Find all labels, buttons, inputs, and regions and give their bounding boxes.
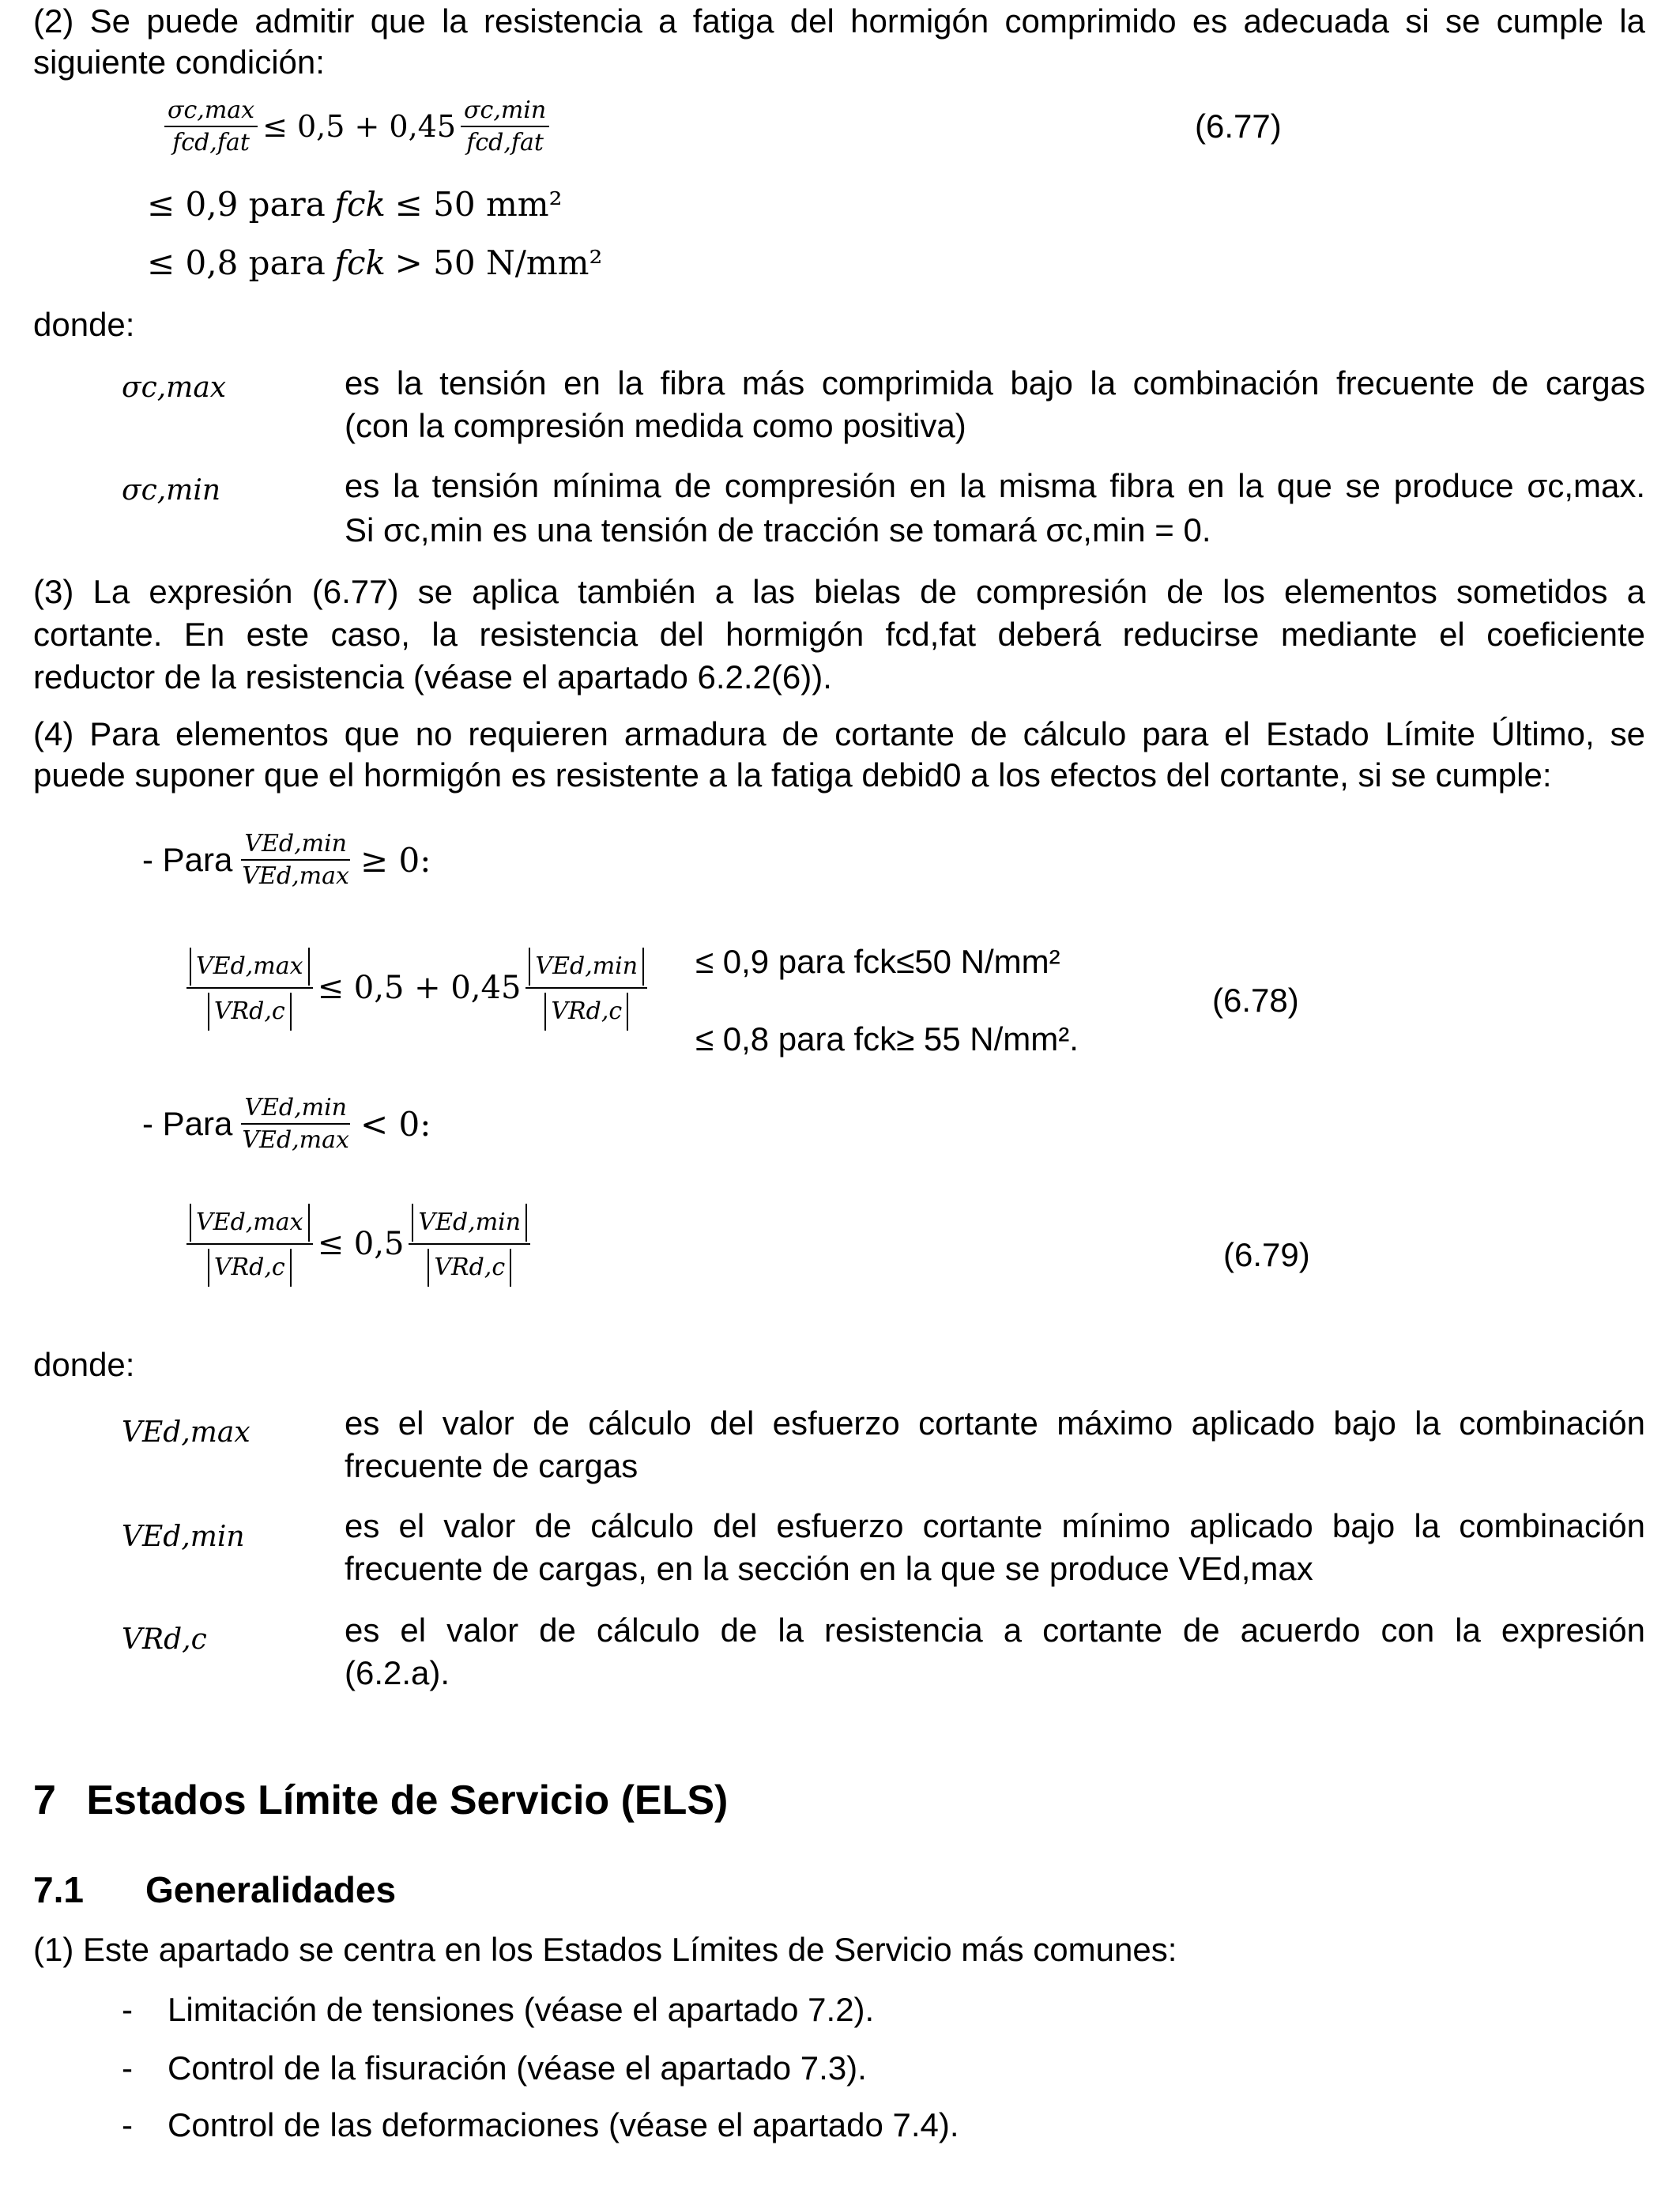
condition-limit: ≤ 50 mm² [394,185,563,224]
abs-value: VRd,c [208,993,292,1031]
denominator: fcd,fat [466,129,544,156]
abs-value: VEd,min [412,1204,527,1242]
fraction-abs-vmax-over-vrdc [186,1201,313,1287]
definition-text-line: es la tensión en la fibra más comprimida bajo la combinación frecuente de cargas [345,364,1645,401]
fraction-v-ratio [239,1094,352,1154]
abs-value: VEd,min [529,948,644,986]
list-bullet-marker: - [122,1991,133,2028]
condition-limit: > 50 N/mm² [394,243,603,282]
definition-symbol: VRd,c [122,1623,207,1656]
denominator: VEd,max [242,1126,349,1154]
definition-text-line: frecuente de cargas [345,1447,638,1484]
definition-text-line: (con la compresión medida como positiva) [345,407,966,444]
case-1-condition [142,830,431,890]
condition-variable: fck [334,185,386,224]
equation-number-6-78: (6.78) [1212,982,1299,1019]
numerator [186,1201,313,1245]
equation-middle: ≤ 0,5 + 0,45 [262,109,457,144]
denominator [541,989,631,1031]
section-7-1-heading [33,1868,397,1911]
section-7-heading [33,1777,728,1824]
list-bullet-marker: - [122,2106,133,2143]
case-suffix: ≥ 0: [360,840,431,880]
denominator: fcd,fat [172,129,250,156]
abs-value: VEd,max [190,948,310,986]
abs-value: VRd,c [208,1249,292,1287]
equation-number-6-77: (6.77) [1195,107,1282,145]
numerator: σc,min [461,96,549,127]
denominator [205,1245,295,1287]
abs-value: VRd,c [428,1249,511,1287]
denominator [205,989,295,1031]
definition-symbol: VEd,max [122,1416,250,1449]
equation-number-6-79: (6.79) [1223,1236,1310,1273]
numerator [186,945,313,989]
definition-text-line: es la tensión mínima de compresión en la misma fibra en la que se produce σc,max. [345,467,1645,504]
condition-6-78-line-2: ≤ 0,8 para fck≥ 55 N/mm². [695,1020,1079,1057]
list-bullet-marker: - [122,2049,133,2087]
paragraph-4-line-2: puede suponer que el hormigón es resistente a la fatiga debid0 a los efectos del cortante, si se cumple: [33,756,1552,794]
definition-text-line: Si σc,min es una tensión de tracción se tomará σc,min = 0. [345,511,1211,548]
fraction-abs-vmin-over-vrdc [525,945,647,1031]
paragraph-4-line-1: (4) Para elementos que no requieren armadura de cortante de cálculo para el Estado Límite Último, se [33,715,1645,752]
condition-line-1 [147,183,562,226]
paragraph-2-line-2: siguiente condición: [33,43,325,81]
definition-symbol: σc,min [122,474,221,507]
definition-text-line: es el valor de cálculo de la resistencia a cortante de acuerdo con la expresión [345,1612,1645,1649]
case-prefix: - Para [142,841,233,878]
abs-value: VRd,c [544,993,628,1031]
case-2-condition [142,1094,431,1154]
donde-label-1: donde: [33,306,135,343]
condition-line-2 [147,242,602,285]
denominator: VEd,max [242,862,349,890]
equation-6-77 [164,96,549,156]
equation-6-79 [186,1201,530,1287]
paragraph-3-line-2: cortante. En este caso, la resistencia del hormigón fcd,fat deberá reducirse mediante el coeficiente [33,616,1645,653]
paragraph-7-1-1: (1) Este apartado se centra en los Estados Límites de Servicio más comunes: [33,1931,1177,1968]
definition-symbol: VEd,min [122,1521,245,1553]
numerator: σc,max [164,96,258,127]
definition-symbol: σc,max [122,371,227,404]
equation-middle: ≤ 0,5 + 0,45 [317,970,522,1006]
definition-text-line: es el valor de cálculo del esfuerzo cortante mínimo aplicado bajo la combinación [345,1507,1645,1544]
definition-text-line: es el valor de cálculo del esfuerzo cortante máximo aplicado bajo la combinación [345,1404,1645,1442]
equation-middle: ≤ 0,5 [317,1226,405,1262]
case-suffix: < 0: [360,1104,431,1144]
paragraph-3-line-1: (3) La expresión (6.77) se aplica también a las bielas de compresión de los elementos sometidos a [33,573,1645,610]
fraction-abs-vmin-over-vrdc [409,1201,530,1287]
paragraph-2-line-1: (2) Se puede admitir que la resistencia a fatiga del hormigón comprimido es adecuada si se cumple la [33,2,1645,40]
definition-text-line: frecuente de cargas, en la sección en la que se produce VEd,max [345,1550,1313,1587]
condition-variable: fck [334,243,386,282]
section-number: 7 [33,1777,56,1823]
condition-prefix: ≤ 0,8 para [147,243,326,282]
condition-6-78-line-1: ≤ 0,9 para fck≤50 N/mm² [695,943,1060,980]
abs-value: VEd,max [190,1204,310,1242]
case-prefix: - Para [142,1105,233,1142]
condition-prefix: ≤ 0,9 para [147,185,326,224]
fraction-sigma-min-over-fcd [461,96,549,156]
equation-6-78 [186,945,647,1031]
fraction-v-ratio [239,830,352,890]
numerator [525,945,647,989]
donde-label-2: donde: [33,1346,135,1383]
list-item: Control de la fisuración (véase el apartado 7.3). [168,2049,867,2087]
section-title: Generalidades [145,1869,397,1910]
fraction-sigma-max-over-fcd [164,96,258,156]
numerator [409,1201,530,1245]
list-item: Limitación de tensiones (véase el apartado 7.2). [168,1991,875,2028]
paragraph-3-line-3: reductor de la resistencia (véase el apartado 6.2.2(6)). [33,658,832,696]
numerator: VEd,min [241,830,350,861]
list-item: Control de las deformaciones (véase el apartado 7.4). [168,2106,959,2143]
denominator [424,1245,514,1287]
section-number: 7.1 [33,1869,84,1910]
numerator: VEd,min [241,1094,350,1125]
fraction-abs-vmax-over-vrdc [186,945,313,1031]
definition-text-line: (6.2.a). [345,1654,450,1691]
section-title: Estados Límite de Servicio (ELS) [86,1777,729,1823]
